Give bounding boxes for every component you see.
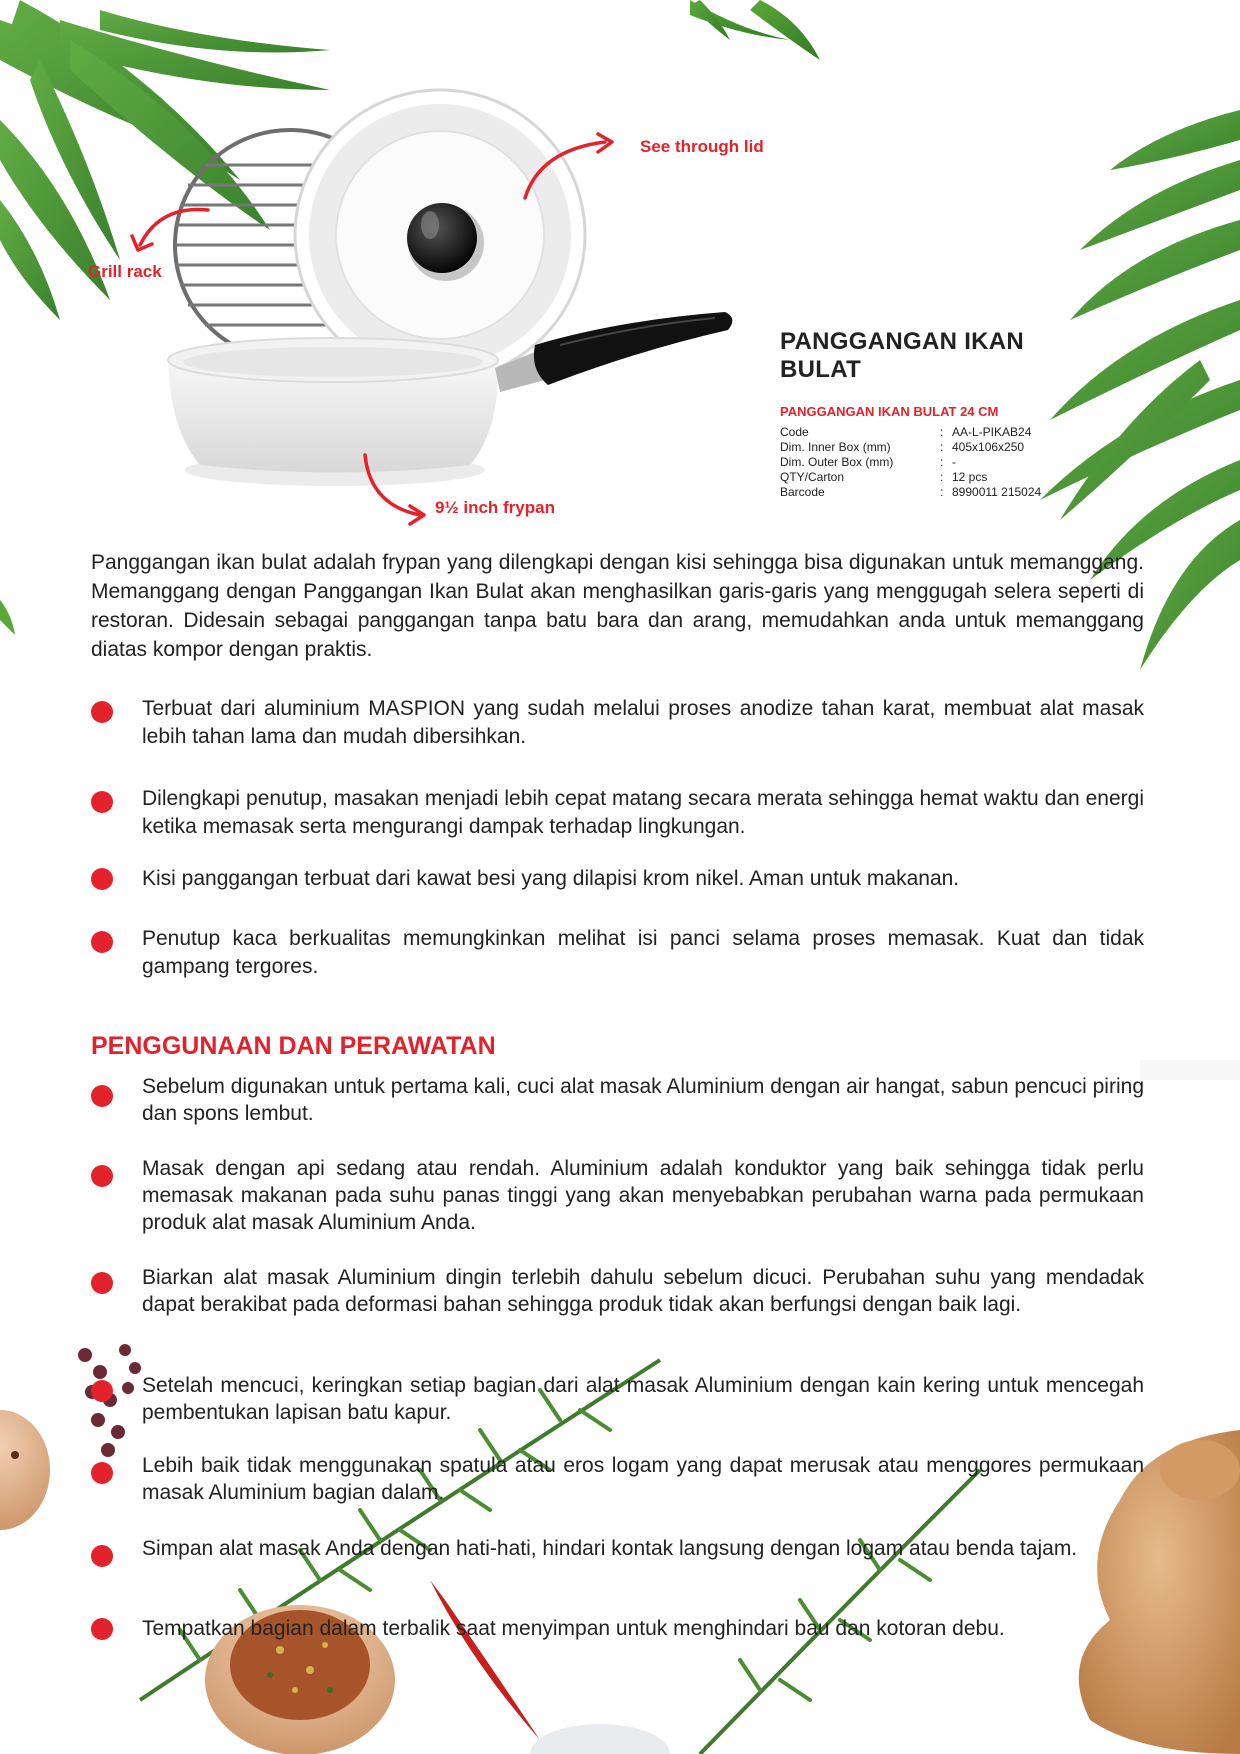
spec-separator: : xyxy=(940,440,944,454)
spec-row-code xyxy=(780,425,1080,440)
bullet-dot xyxy=(91,1272,113,1294)
care-item xyxy=(91,1264,1144,1318)
spec-row-outer-box xyxy=(780,455,1080,470)
care-item xyxy=(91,1452,1144,1506)
care-text: Lebih baik tidak menggunakan spatula atau eros logam yang dapat merusak atau menggores permukaan masak Aluminium bagian dalam. xyxy=(142,1454,1144,1504)
spec-separator: : xyxy=(940,425,944,439)
feature-text: Penutup kaca berkualitas memungkinkan melihat isi panci selama proses memasak. Kuat dan tidak gampang tergores. xyxy=(142,927,1144,978)
callout-pan-label: 9½ inch frypan xyxy=(435,498,555,517)
care-item xyxy=(91,1155,1144,1236)
spec-label: Code xyxy=(780,425,809,439)
feature-item xyxy=(91,925,1144,981)
bullet-dot xyxy=(91,1462,113,1484)
care-text: Setelah mencuci, keringkan setiap bagian dari alat masak Aluminium dengan kain kering untuk mencegah pembentukan lapisan batu kapur. xyxy=(142,1374,1144,1424)
care-text: Tempatkan bagian dalam terbalik saat menyimpan untuk menghindari bau dan kotoran debu. xyxy=(142,1617,1005,1640)
spec-separator: : xyxy=(940,470,944,484)
care-item xyxy=(91,1372,1144,1426)
spec-row-barcode xyxy=(780,485,1080,500)
spec-label: Dim. Outer Box (mm) xyxy=(780,455,894,469)
bullet-dot xyxy=(91,1380,113,1402)
spec-value: - xyxy=(952,455,956,469)
spec-label: Dim. Inner Box (mm) xyxy=(780,440,891,454)
feature-item xyxy=(91,695,1144,751)
product-spec-block xyxy=(780,328,1080,500)
care-item xyxy=(91,1073,1144,1127)
spec-label: QTY/Carton xyxy=(780,470,845,484)
glass-lid-image xyxy=(295,90,585,380)
callout-rack-label: Grill rack xyxy=(88,262,162,281)
feature-item xyxy=(91,785,1144,841)
spec-separator: : xyxy=(940,455,944,469)
product-title: PANGGANGAN IKAN BULAT xyxy=(780,328,1025,383)
callout-lid-label: See through lid xyxy=(640,137,764,156)
bullet-dot xyxy=(91,701,113,723)
feature-item xyxy=(91,865,1144,893)
care-text: Sebelum digunakan untuk pertama kali, cuci alat masak Aluminium dengan air hangat, sabun pencuci piring dan spons lembut. xyxy=(142,1075,1144,1125)
care-text: Biarkan alat masak Aluminium dingin terlebih dahulu sebelum dicuci. Perubahan suhu yang mendadak dapat berakibat pada deformasi bahan sehingga produk tidak akan berfungsi dengan baik lagi. xyxy=(142,1266,1144,1316)
intro-paragraph: Panggangan ikan bulat adalah frypan yang dilengkapi dengan kisi sehingga bisa digunakan untuk memanggang. Memanggang dengan Panggangan Ikan Bulat akan menghasilkan garis-garis yang menggugah selera seperti di restoran. Didesain sebagai panggangan tanpa batu bara dan arang, memudahkan anda untuk memanggang diatas kompor dengan praktis. xyxy=(91,551,1144,661)
care-item xyxy=(91,1615,1144,1642)
bullet-dot xyxy=(91,1165,113,1187)
bullet-dot xyxy=(91,1085,113,1107)
bullet-dot xyxy=(91,868,113,890)
spec-value: 405x106x250 xyxy=(952,440,1025,454)
care-text: Masak dengan api sedang atau rendah. Aluminium adalah konduktor yang baik sehingga tidak perlu memasak makanan pada suhu panas tinggi yang akan menyebabkan perubahan warna pada permukaan produk alat masak Aluminium Anda. xyxy=(142,1157,1144,1234)
care-section-title: PENGGUNAAN DAN PERAWATAN xyxy=(91,1032,496,1060)
spec-separator: : xyxy=(940,485,944,499)
bullet-dot xyxy=(91,791,113,813)
feature-text: Dilengkapi penutup, masakan menjadi lebih cepat matang secara merata sehingga hemat waktu dan energi ketika memasak serta mengurangi dampak terhadap lingkungan. xyxy=(142,787,1144,838)
feature-text: Terbuat dari aluminium MASPION yang sudah melalui proses anodize tahan karat, membuat alat masak lebih tahan lama dan mudah dibersihkan. xyxy=(142,697,1144,748)
spec-value: AA-L-PIKAB24 xyxy=(952,425,1032,439)
spec-table xyxy=(780,425,1080,500)
bullet-dot xyxy=(91,931,113,953)
feature-text: Kisi panggangan terbuat dari kawat besi yang dilapisi krom nikel. Aman untuk makanan. xyxy=(142,867,960,890)
spec-value: 12 pcs xyxy=(952,470,988,484)
spec-row-qty xyxy=(780,470,1080,485)
bullet-dot xyxy=(91,1545,113,1567)
product-subtitle: PANGGANGAN IKAN BULAT 24 CM xyxy=(780,404,999,419)
spec-row-inner-box xyxy=(780,440,1080,455)
care-text: Simpan alat masak Anda dengan hati-hati, hindari kontak langsung dengan logam atau benda tajam. xyxy=(142,1537,1078,1560)
bullet-dot xyxy=(91,1618,113,1640)
spec-value: 8990011 215024 xyxy=(952,485,1042,499)
care-item xyxy=(91,1535,1144,1567)
spec-label: Barcode xyxy=(780,485,825,499)
